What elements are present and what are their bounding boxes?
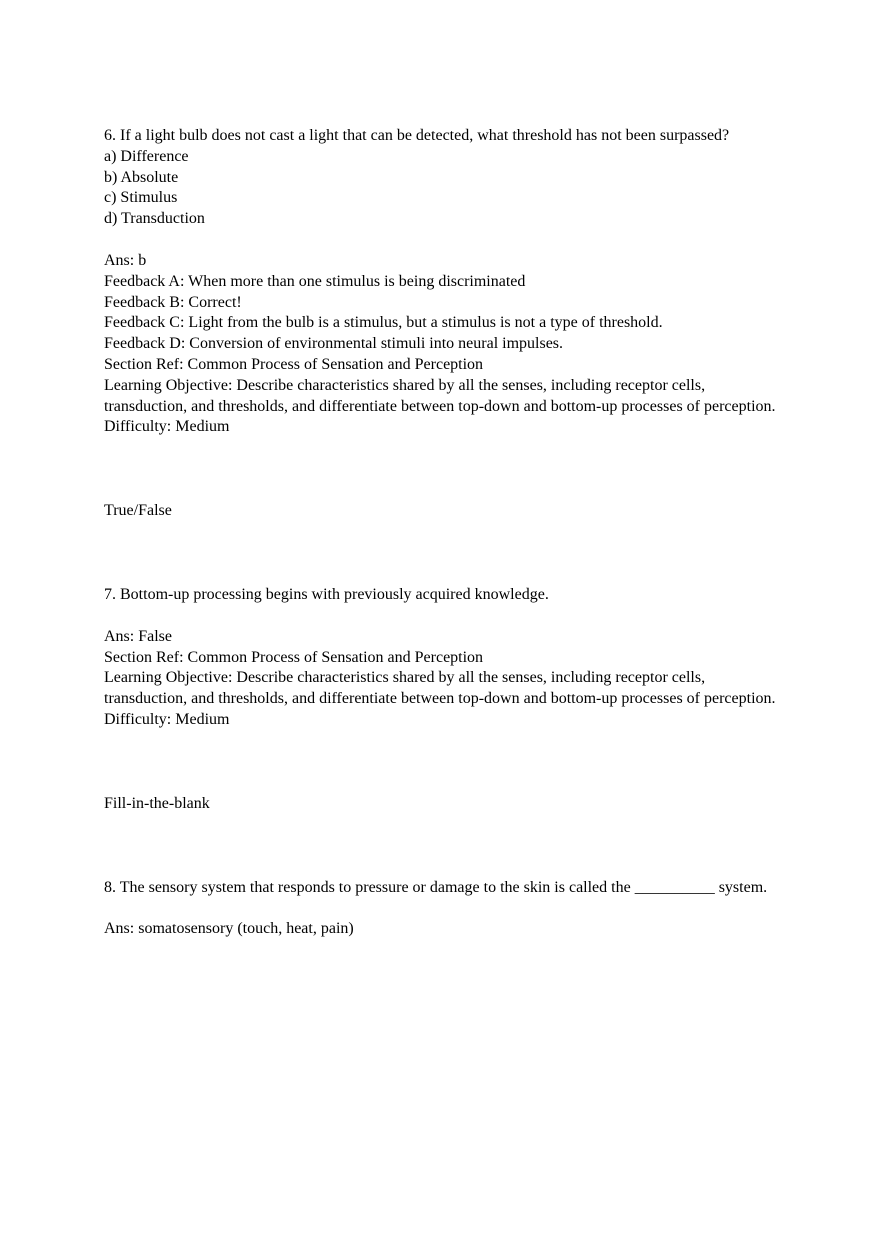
- q7-difficulty: Difficulty: Medium: [104, 710, 230, 728]
- q6-feedback-b: Feedback B: Correct!: [104, 293, 242, 311]
- q6-question: 6. If a light bulb does not cast a light that can be detected, what threshold has not been surpassed?: [104, 127, 730, 144]
- q7-question: 7. Bottom-up processing begins with previously acquired knowledge.: [104, 585, 549, 603]
- heading-true-false: True/False: [104, 502, 172, 520]
- q7-learning-objective: Learning Objective: Describe characteristics shared by all the senses, including receptor cells, transduction, and thresholds, and differentiate between top-down and bottom-up processes of perception.: [104, 669, 776, 708]
- q6-option-b: b) Absolute: [104, 168, 179, 186]
- q8-question: 8. The sensory system that responds to pressure or damage to the skin is called the __________ system.: [104, 878, 768, 896]
- q8-answer: Ans: somatosensory (touch, heat, pain): [104, 920, 354, 938]
- q6-section-ref: Section Ref: Common Process of Sensation and Perception: [104, 355, 484, 373]
- q6-option-d: d) Transduction: [104, 210, 205, 228]
- q6-difficulty: Difficulty: Medium: [104, 418, 230, 436]
- q6-feedback-d: Feedback D: Conversion of environmental stimuli into neural impulses.: [104, 335, 564, 353]
- q6-feedback-c: Feedback C: Light from the bulb is a stimulus, but a stimulus is not a type of threshold.: [104, 314, 663, 332]
- q6-answer: Ans: b: [104, 251, 147, 269]
- q7-section-ref: Section Ref: Common Process of Sensation and Perception: [104, 648, 484, 666]
- q6-feedback-a: Feedback A: When more than one stimulus is being discriminated: [104, 272, 526, 290]
- q6-option-c: c) Stimulus: [104, 189, 178, 207]
- page-content: [104, 126, 776, 940]
- q6-learning-objective: Learning Objective: Describe characteristics shared by all the senses, including receptor cells, transduction, and thresholds, and differentiate between top-down and bottom-up processes of perception.: [104, 376, 776, 415]
- heading-fill-in-the-blank: Fill-in-the-blank: [104, 794, 210, 812]
- q6-option-a: a) Difference: [104, 147, 189, 165]
- q7-answer: Ans: False: [104, 627, 172, 645]
